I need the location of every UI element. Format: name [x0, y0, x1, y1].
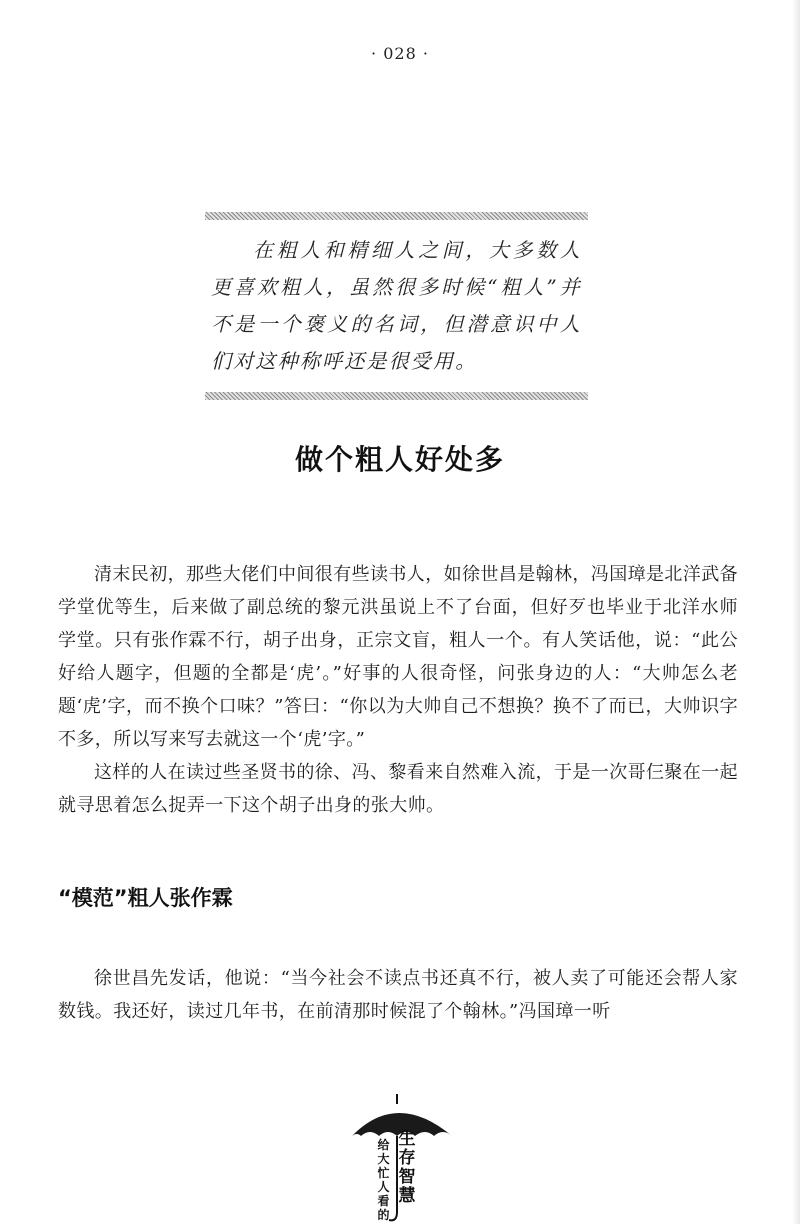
body-paragraph: 徐世昌先发话，他说：“当今社会不读点书还真不行，被人卖了可能还会帮人家数钱。我还好，读过几年书，在前清那时候混了个翰林。”冯国璋一听 [58, 968, 738, 1022]
article-body-section-1 [58, 558, 738, 822]
callout-text: 在粗人和精细人之间，大多数人更喜欢粗人，虽然很多时候“粗人”并不是一个褒义的名词，但潜意识中人们对这种称呼还是很受用。 [211, 238, 582, 373]
article-title: 做个粗人好处多 [294, 443, 505, 476]
section-subheading: “模范”粗人张作霖 [58, 886, 233, 910]
body-paragraph: 这样的人在读过些圣贤书的徐、冯、黎看来自然难入流，于是一次哥仨聚在一起就寻思着怎么捉弄一下这个胡子出身的张大帅。 [58, 762, 738, 816]
page-edge-shadow [792, 0, 800, 1224]
callout-box [205, 212, 588, 400]
body-paragraph: 清末民初，那些大佬们中间很有些读书人，如徐世昌是翰林，冯国璋是北洋武备学堂优等生，后来做了副总统的黎元洪虽说上不了台面，但好歹也毕业于北洋水师学堂。只有张作霖不行，胡子出身，正宗文盲，粗人一个。有人笑话他，说：“此公好给人题字，但题的全都是‘虎’。”好事的人很奇怪，问张身边的人：“大帅怎么老题‘虎’字，而不换个口味？”答曰：“你以为大帅自己不想换？换不了而已，大帅识字不多，所以写来写去就这一个‘虎’字。” [58, 564, 738, 750]
logo-text-big: 生存智慧 [398, 1129, 416, 1206]
footer-logo [350, 1092, 460, 1224]
page-number: · 028 · [371, 44, 429, 63]
callout-top-border [205, 212, 588, 220]
logo-text-small: 给大忙人看的 [377, 1138, 390, 1222]
article-body-section-2 [58, 962, 738, 1028]
callout-bottom-border [205, 392, 588, 400]
